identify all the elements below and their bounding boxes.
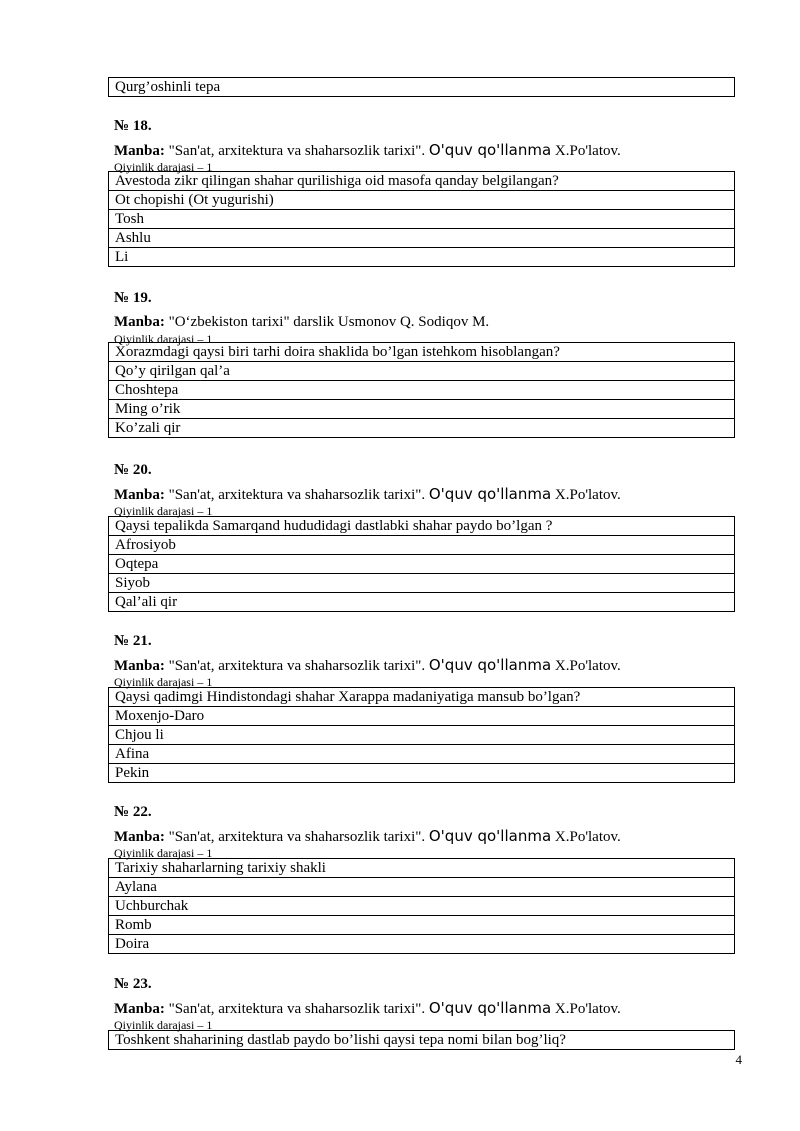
answer-cell: Pekin — [109, 764, 735, 783]
difficulty-level: Qiyinlik darajasi – 1 — [114, 846, 213, 860]
answer-table-22 — [108, 858, 735, 954]
difficulty-level: Qiyinlik darajasi – 1 — [114, 332, 213, 346]
question-cell: Avestoda zikr qilingan shahar qurilishiga oid masofa qanday belgilangan? — [109, 172, 735, 191]
question-source — [114, 998, 754, 1018]
question-cell: Tarixiy shaharlarning tarixiy shakli — [109, 859, 735, 878]
question-header-21 — [114, 632, 754, 689]
question-cell: Qaysi tepalikda Samarqand hududidagi dastlabki shahar paydo bo’lgan ? — [109, 517, 735, 536]
source-text: "San'at, arxitektura va shaharsozlik tarixi". — [168, 143, 426, 159]
question-header-23 — [114, 975, 754, 1032]
source-text: "San'at, arxitektura va shaharsozlik tarixi". — [168, 487, 426, 503]
question-number: № 20. — [114, 462, 152, 478]
source-label: Manba: — [114, 143, 165, 159]
source-author: X.Po'latov. — [554, 829, 621, 845]
question-header-19 — [114, 289, 754, 346]
difficulty-level: Qiyinlik darajasi – 1 — [114, 675, 213, 689]
answer-cell: Moxenjo-Daro — [109, 707, 735, 726]
answer-cell: Oqtepa — [109, 555, 735, 574]
answer-table-23 — [108, 1030, 735, 1050]
question-header-18 — [114, 117, 754, 174]
source-author: X.Po'latov. — [554, 658, 621, 674]
source-text: "San'at, arxitektura va shaharsozlik tarixi". — [168, 658, 426, 674]
question-cell: Qaysi qadimgi Hindistondagi shahar Xarappa madaniyatiga mansub bo’lgan? — [109, 688, 735, 707]
question-source — [114, 312, 754, 332]
source-label: Manba: — [114, 314, 165, 330]
source-text: "San'at, arxitektura va shaharsozlik tarixi". — [168, 829, 426, 845]
answer-cell: Tosh — [109, 210, 735, 229]
answer-cell: Aylana — [109, 878, 735, 897]
source-text-sans: O'quv qo'llanma — [428, 485, 552, 503]
difficulty-level: Qiyinlik darajasi – 1 — [114, 504, 213, 518]
source-author: X.Po'latov. — [554, 487, 621, 503]
question-source — [114, 655, 754, 675]
question-source — [114, 484, 754, 504]
question-cell: Xorazmdagi qaysi biri tarhi doira shaklida bo’lgan istehkom hisoblangan? — [109, 343, 735, 362]
source-text-sans: O'quv qo'llanma — [428, 999, 552, 1017]
answer-cell: Afrosiyob — [109, 536, 735, 555]
answer-cell: Qal’ali qir — [109, 593, 735, 612]
table-cell: Qurg’oshinli tepa — [109, 78, 735, 97]
answer-table-18 — [108, 171, 735, 267]
difficulty-level: Qiyinlik darajasi – 1 — [114, 160, 213, 174]
question-cell: Toshkent shaharining dastlab paydo bo’lishi qaysi tepa nomi bilan bog’liq? — [109, 1031, 735, 1050]
source-text-sans: O'quv qo'llanma — [428, 141, 552, 159]
answer-table-top — [108, 77, 735, 97]
source-author: X.Po'latov. — [554, 143, 621, 159]
page-number: 4 — [735, 1052, 742, 1067]
answer-cell: Li — [109, 248, 735, 267]
source-label: Manba: — [114, 487, 165, 503]
answer-cell: Ashlu — [109, 229, 735, 248]
question-source — [114, 826, 754, 846]
question-number: № 22. — [114, 804, 152, 820]
answer-table-20 — [108, 516, 735, 612]
question-number: № 21. — [114, 633, 152, 649]
question-number: № 19. — [114, 290, 152, 306]
answer-cell: Doira — [109, 935, 735, 954]
answer-cell: Chjou li — [109, 726, 735, 745]
answer-cell: Ot chopishi (Ot yugurishi) — [109, 191, 735, 210]
answer-table-21 — [108, 687, 735, 783]
source-label: Manba: — [114, 1001, 165, 1017]
answer-cell: Ko’zali qir — [109, 419, 735, 438]
question-source — [114, 140, 754, 160]
answer-cell: Siyob — [109, 574, 735, 593]
source-label: Manba: — [114, 829, 165, 845]
source-text: "O‘zbekiston tarixi" darslik Usmonov Q. Sodiqov M. — [168, 314, 490, 330]
answer-table-19 — [108, 342, 735, 438]
question-number: № 18. — [114, 118, 152, 134]
answer-cell: Qo’y qirilgan qal’a — [109, 362, 735, 381]
answer-cell: Afina — [109, 745, 735, 764]
answer-cell: Romb — [109, 916, 735, 935]
source-text-sans: O'quv qo'llanma — [428, 656, 552, 674]
question-number: № 23. — [114, 976, 152, 992]
answer-cell: Uchburchak — [109, 897, 735, 916]
source-label: Manba: — [114, 658, 165, 674]
source-text: "San'at, arxitektura va shaharsozlik tarixi". — [168, 1001, 426, 1017]
answer-cell: Ming o’rik — [109, 400, 735, 419]
source-text-sans: O'quv qo'llanma — [428, 827, 552, 845]
question-header-20 — [114, 461, 754, 518]
answer-cell: Choshtepa — [109, 381, 735, 400]
question-header-22 — [114, 803, 754, 860]
difficulty-level: Qiyinlik darajasi – 1 — [114, 1018, 213, 1032]
source-author: X.Po'latov. — [554, 1001, 621, 1017]
